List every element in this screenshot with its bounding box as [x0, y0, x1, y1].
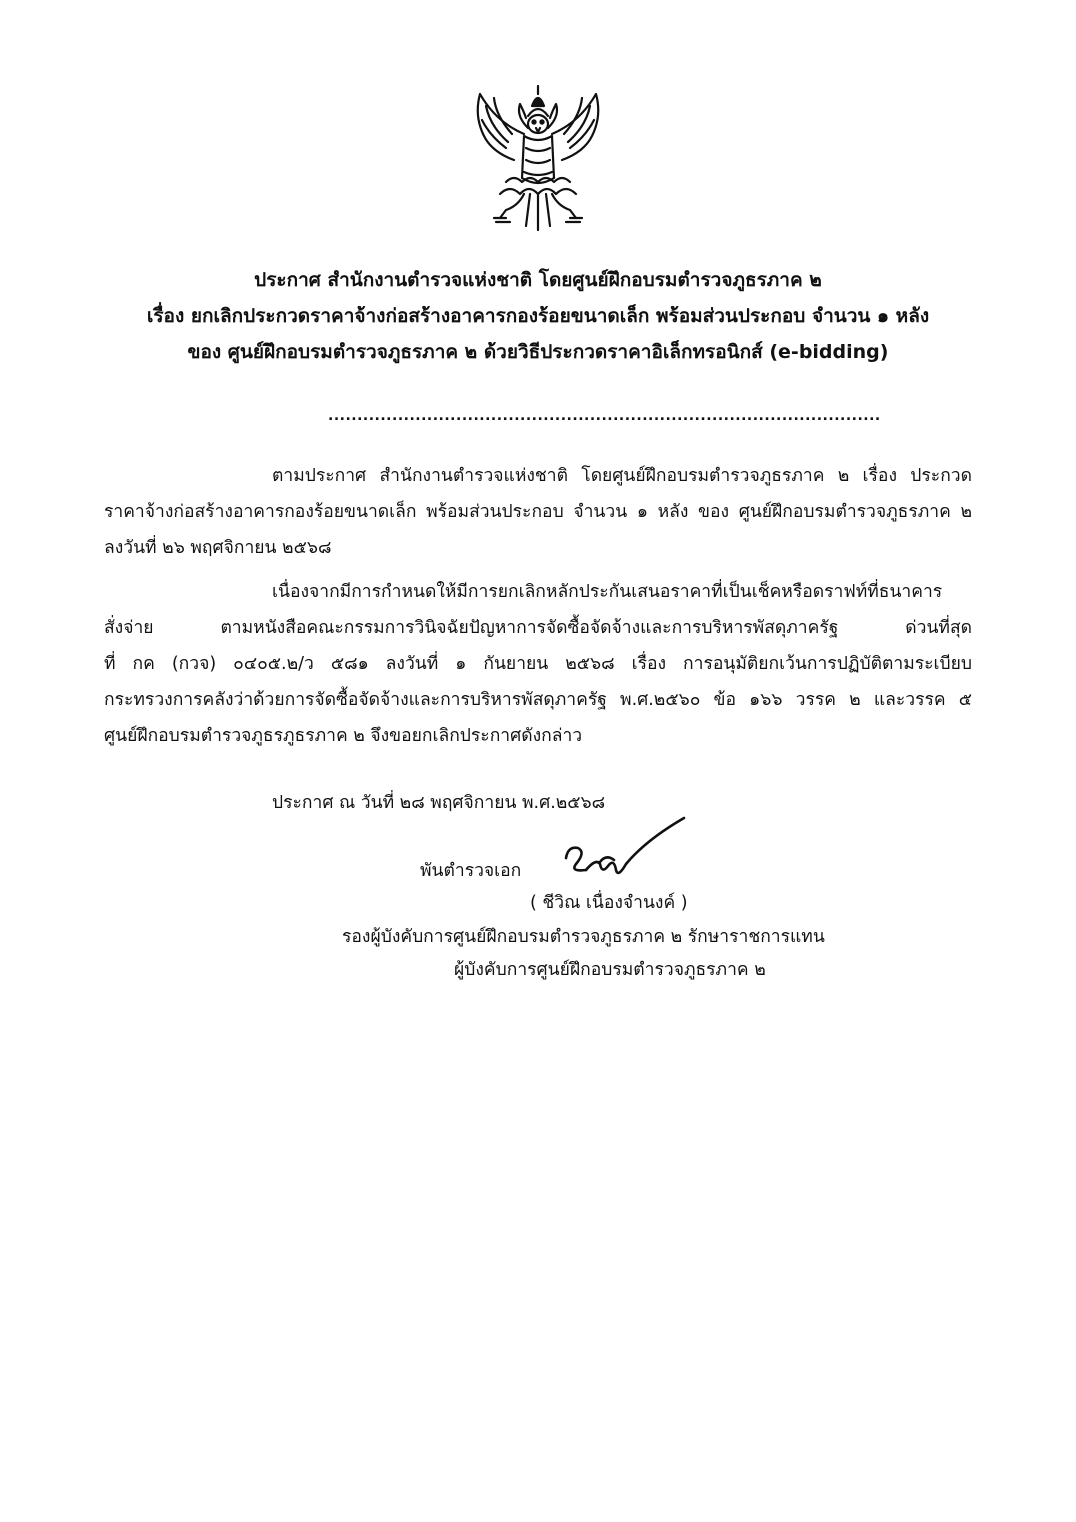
signer-position: รองผู้บังคับการศูนย์ฝึกอบรมตำรวจภูธรภาค ๒ รักษาราชการแทน [342, 927, 825, 947]
paragraph-line: ศูนย์ฝึกอบรมตำรวจภูธรภูธรภาค ๒ จึงขอยกเลิกประกาศดังกล่าว [104, 726, 583, 746]
paragraph-line: กระทรวงการคลังว่าด้วยการจัดซื้อจัดจ้างและการบริหารพัสดุภาครัฐ พ.ศ.๒๕๖๐ ข้อ ๑๖๖ วรรค ๒ และวรรค ๕ [104, 690, 972, 710]
paragraph-reference [104, 458, 972, 566]
garuda-emblem-icon [466, 82, 610, 234]
paragraph-line: ราคาจ้างก่อสร้างอาคารกองร้อยขนาดเล็ก พร้อมส่วนประกอบ จำนวน ๑ หลัง ของ ศูนย์ฝึกอบรมตำรวจภูธรภาค ๒ [104, 502, 972, 522]
paragraph-line: ที่ กค (กวจ) ๐๔๐๕.๒/ว ๕๘๑ ลงวันที่ ๑ กันยายน ๒๕๖๘ เรื่อง การอนุมัติยกเว้นการปฏิบัติตามระเบียบ [104, 654, 972, 674]
announce-date: ประกาศ ณ วันที่ ๒๘ พฤศจิกายน พ.ศ.๒๕๖๘ [272, 793, 606, 813]
signer-position-acting: ผู้บังคับการศูนย์ฝึกอบรมตำรวจภูธรภาค ๒ [454, 960, 766, 980]
signer-name: ( ชีวิณ เนื่องจำนงค์ ) [530, 893, 688, 913]
paragraph-line: ลงวันที่ ๒๖ พฤศจิกายน ๒๕๖๘ [104, 538, 332, 558]
paragraph-reason [104, 574, 972, 754]
title-line-3: ของ ศูนย์ฝึกอบรมตำรวจภูธรภาค ๒ ด้วยวิธีประกวดราคาอิเล็กทรอนิกส์ (e-bidding) [187, 341, 889, 363]
paragraph-line: สั่งจ่าย ตามหนังสือคณะกรรมการวินิจฉัยปัญหาการจัดซื้อจัดจ้างและการบริหารพัสดุภาครัฐ ด่วนที่สุด [104, 618, 972, 638]
announcement-title [100, 262, 976, 370]
paragraph-line: เนื่องจากมีการกำหนดให้มีการยกเลิกหลักประกันเสนอราคาที่เป็นเช็คหรือดราฟท์ที่ธนาคาร [272, 582, 943, 602]
dotted-divider: ............................................................................................... [328, 408, 881, 424]
signer-rank: พันตำรวจเอก [420, 861, 522, 881]
title-line-1: ประกาศ สำนักงานตำรวจแห่งชาติ โดยศูนย์ฝึกอบรมตำรวจภูธรภาค ๒ [254, 269, 822, 291]
title-line-2: เรื่อง ยกเลิกประกวดราคาจ้างก่อสร้างอาคารกองร้อยขนาดเล็ก พร้อมส่วนประกอบ จำนวน ๑ หลัง [146, 305, 930, 327]
paragraph-line: ตามประกาศ สำนักงานตำรวจแห่งชาติ โดยศูนย์ฝึกอบรมตำรวจภูธรภาค ๒ เรื่อง ประกวด [272, 466, 972, 486]
signature-icon [556, 814, 692, 894]
